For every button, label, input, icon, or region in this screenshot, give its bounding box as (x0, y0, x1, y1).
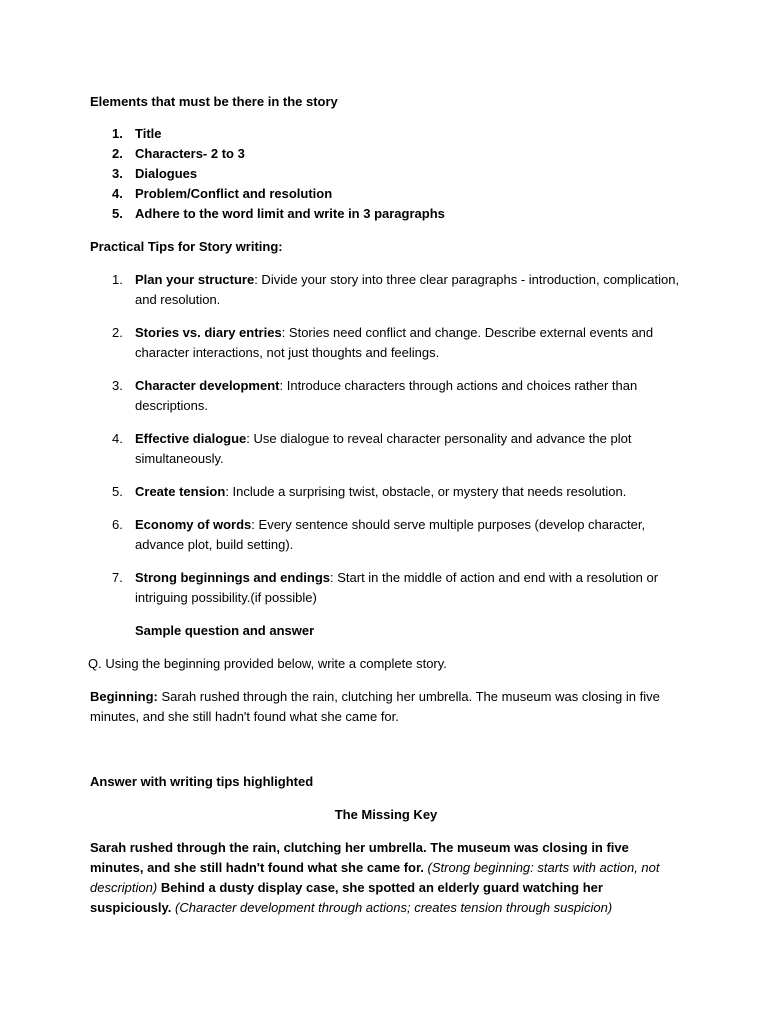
list-item-text: Characters- 2 to 3 (135, 146, 245, 161)
beginning-text: Sarah rushed through the rain, clutching her umbrella. The museum was closing in five minutes, and she still hadn't found what she came for. (90, 689, 660, 724)
tip-item (90, 270, 680, 310)
tip-item (90, 568, 680, 608)
list-item (90, 184, 680, 204)
tip-text: : Introduce characters through actions and choices rather than descriptions. (135, 378, 638, 413)
writing-tip-note: (Character development through actions; creates tension through suspicion) (171, 900, 613, 915)
list-number: 2. (112, 146, 123, 161)
list-number: 3. (112, 166, 123, 181)
tip-text: : Divide your story into three clear paragraphs - introduction, complication, and resolution. (135, 272, 680, 307)
list-number: 6. (112, 517, 123, 532)
list-item-text: Dialogues (135, 166, 198, 181)
list-item-text: Title (135, 126, 162, 141)
list-item (90, 204, 680, 224)
sample-question: Q. Using the beginning provided below, write a complete story. (88, 656, 447, 671)
tip-text: : Use dialogue to reveal character personality and advance the plot simultaneously. (135, 431, 632, 466)
tip-title: Strong beginnings and endings (135, 570, 330, 585)
tip-item (90, 429, 680, 469)
list-item-text: Problem/Conflict and resolution (135, 186, 333, 201)
story-title: The Missing Key (334, 807, 438, 822)
list-item (90, 144, 680, 164)
tip-title: Create tension (135, 484, 226, 499)
list-item (90, 124, 680, 144)
tip-title: Character development (135, 378, 280, 393)
sample-beginning (90, 687, 680, 727)
tip-title: Economy of words (135, 517, 252, 532)
tip-title: Stories vs. diary entries (135, 325, 282, 340)
tip-title: Effective dialogue (135, 431, 247, 446)
story-paragraph (90, 838, 680, 918)
tip-text: : Every sentence should serve multiple purposes (develop character, advance plot, build setting). (135, 517, 646, 552)
list-number: 3. (112, 378, 123, 393)
writing-tip-note: (Strong beginning: starts with action, not description) (90, 860, 660, 895)
list-number: 5. (112, 206, 123, 221)
tip-text: : Start in the middle of action and end with a resolution or intriguing possibility.(if possible) (135, 570, 659, 605)
tip-item (90, 376, 680, 416)
tip-text: : Include a surprising twist, obstacle, or mystery that needs resolution. (225, 484, 627, 499)
list-number: 2. (112, 325, 123, 340)
story-text-bold: Behind a dusty display case, she spotted an elderly guard watching her suspiciously. (90, 880, 603, 915)
list-number: 1. (112, 126, 123, 141)
list-number: 7. (112, 570, 123, 585)
tips-list (90, 270, 680, 608)
sample-heading: Sample question and answer (135, 623, 315, 638)
tip-item (90, 482, 680, 502)
tip-title: Plan your structure (135, 272, 255, 287)
list-number: 4. (112, 431, 123, 446)
elements-list (90, 124, 680, 224)
story-text-bold: Sarah rushed through the rain, clutching her umbrella. The museum was closing in five minutes, and she still hadn't found what she came for. (90, 840, 629, 875)
list-number: 4. (112, 186, 123, 201)
tip-text: : Stories need conflict and change. Describe external events and character interactions, not just thoughts and feelings. (135, 325, 654, 360)
document-page (90, 92, 680, 918)
tips-heading: Practical Tips for Story writing: (90, 239, 283, 254)
list-item (90, 164, 680, 184)
list-number: 5. (112, 484, 123, 499)
elements-heading: Elements that must be there in the story (90, 94, 338, 109)
list-number: 1. (112, 272, 123, 287)
tip-item (90, 323, 680, 363)
answer-heading: Answer with writing tips highlighted (90, 774, 314, 789)
tip-item (90, 515, 680, 555)
list-item-text: Adhere to the word limit and write in 3 paragraphs (135, 206, 445, 221)
beginning-label: Beginning: (90, 689, 158, 704)
